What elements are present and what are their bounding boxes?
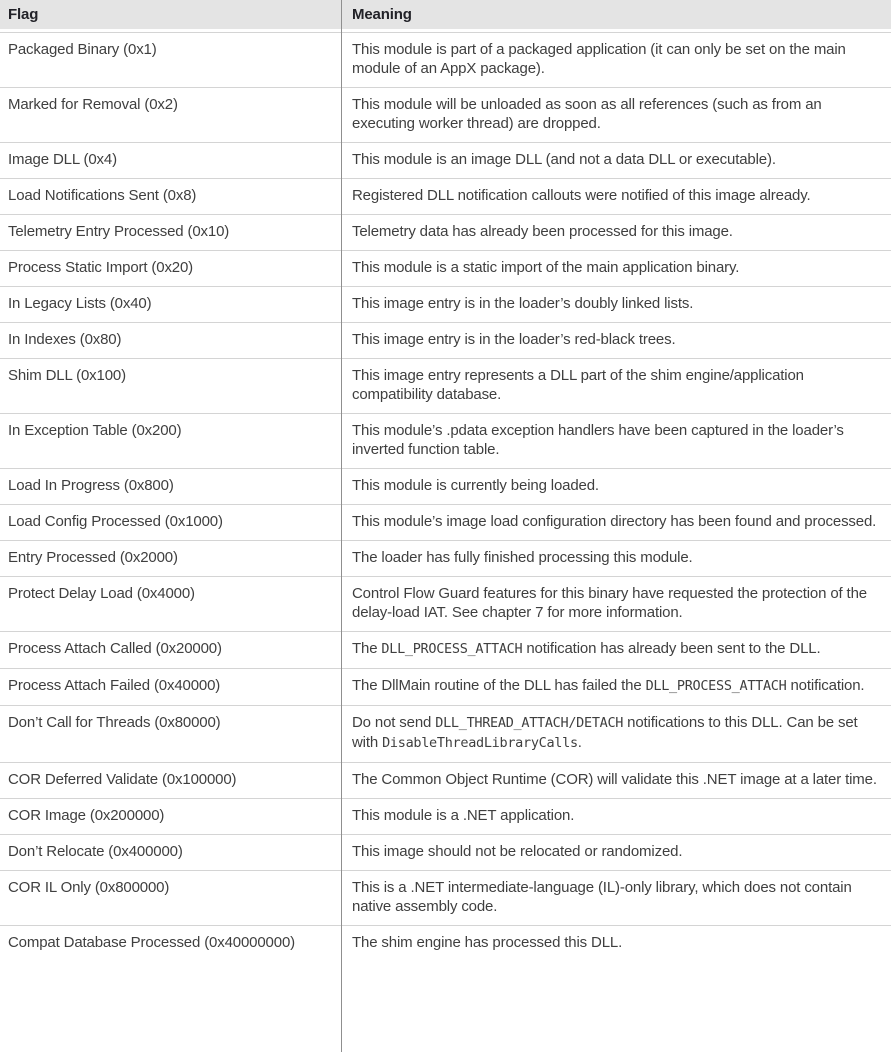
meaning-cell: This module is currently being loaded. [352, 477, 599, 494]
table-row [0, 871, 891, 926]
flag-cell: Entry Processed (0x2000) [8, 549, 178, 566]
table-row [0, 577, 891, 632]
meaning-cell: The DllMain routine of the DLL has failed the DLL_PROCESS_ATTACH notification. [352, 677, 865, 694]
flag-cell: COR IL Only (0x800000) [8, 879, 170, 896]
flag-cell: Image DLL (0x4) [8, 151, 117, 168]
flag-cell: Process Attach Failed (0x40000) [8, 677, 221, 694]
table-row [0, 835, 891, 871]
column-header-meaning: Meaning [352, 6, 412, 23]
table-row [0, 32, 891, 88]
meaning-cell: The loader has fully finished processing this module. [352, 549, 693, 566]
table-row [0, 323, 891, 359]
flag-cell: COR Image (0x200000) [8, 807, 165, 824]
table-row [0, 143, 891, 179]
table-row [0, 763, 891, 799]
table-row [0, 706, 891, 763]
meaning-cell: The DLL_PROCESS_ATTACH notification has already been sent to the DLL. [352, 640, 821, 657]
table-header [0, 0, 891, 29]
meaning-cell: This module is a .NET application. [352, 807, 575, 824]
meaning-cell: This module is part of a packaged application (it can only be set on the main module of an AppX package). [352, 41, 846, 77]
meaning-cell: Control Flow Guard features for this binary have requested the protection of the delay-load IAT. See chapter 7 for more information. [352, 585, 867, 621]
meaning-cell: Registered DLL notification callouts were notified of this image already. [352, 187, 811, 204]
meaning-cell: This module’s .pdata exception handlers have been captured in the loader’s inverted function table. [352, 422, 844, 458]
table-row [0, 215, 891, 251]
flag-cell: Load In Progress (0x800) [8, 477, 174, 494]
table-row [0, 669, 891, 706]
table-row [0, 359, 891, 414]
flag-cell: Shim DLL (0x100) [8, 367, 126, 384]
table-row [0, 287, 891, 323]
flag-cell: In Legacy Lists (0x40) [8, 295, 152, 312]
flag-cell: COR Deferred Validate (0x100000) [8, 771, 237, 788]
meaning-cell: This image entry is in the loader’s red-black trees. [352, 331, 676, 348]
meaning-cell: This image entry is in the loader’s doubly linked lists. [352, 295, 694, 312]
table-row [0, 88, 891, 143]
flag-cell: Process Static Import (0x20) [8, 259, 194, 276]
flag-cell: Don’t Relocate (0x400000) [8, 843, 183, 860]
table-row [0, 469, 891, 505]
table-row [0, 541, 891, 577]
flag-cell: Telemetry Entry Processed (0x10) [8, 223, 230, 240]
meaning-cell: This module’s image load configuration directory has been found and processed. [352, 513, 877, 530]
flag-cell: Packaged Binary (0x1) [8, 41, 157, 58]
table-row [0, 926, 891, 961]
meaning-cell: This image should not be relocated or randomized. [352, 843, 683, 860]
flag-cell: In Exception Table (0x200) [8, 422, 182, 439]
meaning-cell: This image entry represents a DLL part of the shim engine/application compatibility database. [352, 367, 804, 403]
flag-cell: Process Attach Called (0x20000) [8, 640, 222, 657]
meaning-cell: Telemetry data has already been processed for this image. [352, 223, 733, 240]
column-header-flag: Flag [8, 6, 39, 23]
table-row [0, 799, 891, 835]
table-body [0, 32, 891, 961]
table-row [0, 414, 891, 469]
table-row [0, 505, 891, 541]
table-row [0, 179, 891, 215]
meaning-cell: This module will be unloaded as soon as all references (such as from an executing worker thread) are dropped. [352, 96, 822, 132]
column-divider [341, 0, 342, 1052]
table-row [0, 251, 891, 287]
flag-cell: In Indexes (0x80) [8, 331, 122, 348]
meaning-cell: This is a .NET intermediate-language (IL)-only library, which does not contain native assembly code. [352, 879, 852, 915]
meaning-cell: The Common Object Runtime (COR) will validate this .NET image at a later time. [352, 771, 877, 788]
flag-cell: Load Notifications Sent (0x8) [8, 187, 197, 204]
meaning-cell: This module is an image DLL (and not a data DLL or executable). [352, 151, 776, 168]
flag-cell: Don’t Call for Threads (0x80000) [8, 714, 221, 731]
flag-cell: Load Config Processed (0x1000) [8, 513, 223, 530]
meaning-cell: This module is a static import of the main application binary. [352, 259, 740, 276]
meaning-cell: Do not send DLL_THREAD_ATTACH/DETACH notifications to this DLL. Can be set with DisableThreadLibraryCalls. [352, 714, 858, 751]
table-row [0, 632, 891, 669]
flag-cell: Marked for Removal (0x2) [8, 96, 178, 113]
flag-cell: Compat Database Processed (0x40000000) [8, 934, 295, 951]
meaning-cell: The shim engine has processed this DLL. [352, 934, 623, 951]
flag-cell: Protect Delay Load (0x4000) [8, 585, 195, 602]
